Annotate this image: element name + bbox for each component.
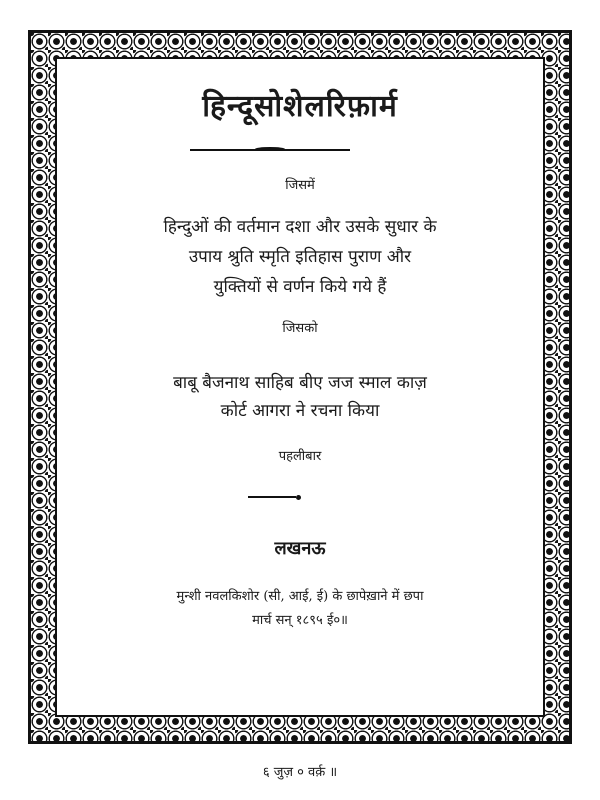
signature-note: ६ जुज़ ० वर्क़ ॥	[262, 765, 338, 780]
publisher-line-2: मार्च सन् १८९५ ई०॥	[252, 613, 348, 628]
edition-label: पहलीबार	[278, 449, 322, 464]
place-of-publication: लखनऊ	[274, 538, 326, 559]
description-line-3: युक्तियों से वर्णन किये गये हैं	[213, 277, 387, 297]
book-title: हिन्दूसोशेलरिफ़ार्म	[202, 89, 398, 124]
publisher-line-1: मुन्शी नवलकिशोर (सी, आई, ई) के छापेख़ाने में छपा	[176, 589, 424, 604]
description-line-2: उपाय श्रुति स्मृति इतिहास पुराण और	[188, 247, 412, 267]
connector-jisko: जिसको	[282, 321, 318, 336]
title-divider	[190, 149, 350, 151]
edition-divider	[248, 496, 296, 498]
description-line-1: हिन्दुओं की वर्तमान दशा और उसके सुधार के	[163, 217, 437, 237]
author-line-2: कोर्ट आगरा ने रचना किया	[220, 401, 380, 421]
author-line-1: बाबू बैजनाथ साहिब बीए जज स्माल काज़	[173, 373, 427, 393]
connector-jisme: जिसमें	[285, 178, 315, 193]
